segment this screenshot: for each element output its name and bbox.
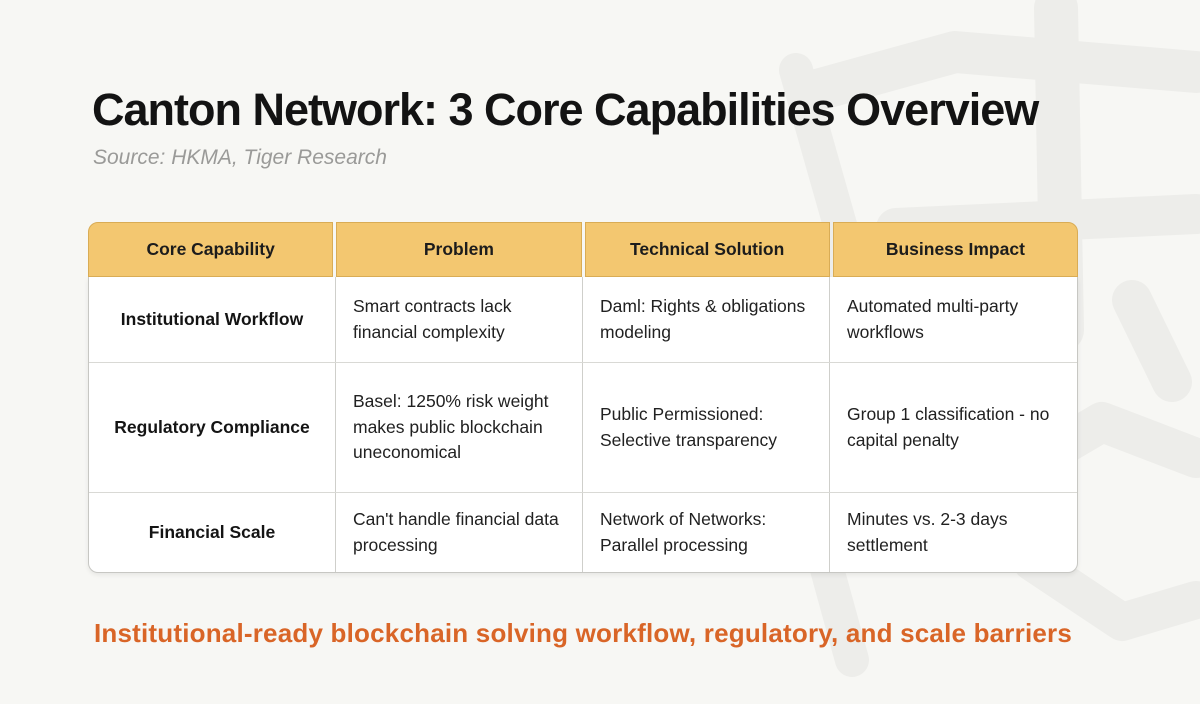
cell-impact: Minutes vs. 2-3 days settlement: [847, 509, 1008, 555]
header-cell-core-capability: Core Capability: [88, 222, 333, 277]
cell-capability: Financial Scale: [89, 493, 336, 572]
cell-solution: Network of Networks: Parallel processing: [583, 493, 830, 572]
cell-impact: Group 1 classification - no capital penalty: [847, 404, 1050, 450]
header-cell-technical-solution: Technical Solution: [585, 222, 830, 277]
cell-problem: Basel: 1250% risk weight makes public blockchain uneconomical: [336, 363, 583, 492]
capabilities-table: [88, 222, 1078, 573]
header-cell-business-impact: Business Impact: [833, 222, 1078, 277]
cell-impact: Automated multi-party workflows: [847, 296, 1019, 342]
page-title: Canton Network: 3 Core Capabilities Overview: [92, 84, 1039, 135]
cell-problem: Smart contracts lack financial complexity: [336, 277, 583, 362]
cell-solution: Daml: Rights & obligations modeling: [583, 277, 830, 362]
table-row: [89, 362, 1077, 492]
cell-capability: Institutional Workflow: [89, 277, 336, 362]
table-row: [89, 492, 1077, 572]
table-header-row: [88, 222, 1078, 277]
cell-problem: Can't handle financial data processing: [336, 493, 583, 572]
cell-solution: Public Permissioned: Selective transparency: [583, 363, 830, 492]
table-row: [89, 277, 1077, 362]
table-body: [88, 277, 1078, 573]
source-caption: Source: HKMA, Tiger Research: [93, 146, 387, 169]
header-cell-problem: Problem: [336, 222, 581, 277]
footer-tagline: Institutional-ready blockchain solving workflow, regulatory, and scale barriers: [93, 618, 1073, 648]
cell-capability: Regulatory Compliance: [89, 363, 336, 492]
